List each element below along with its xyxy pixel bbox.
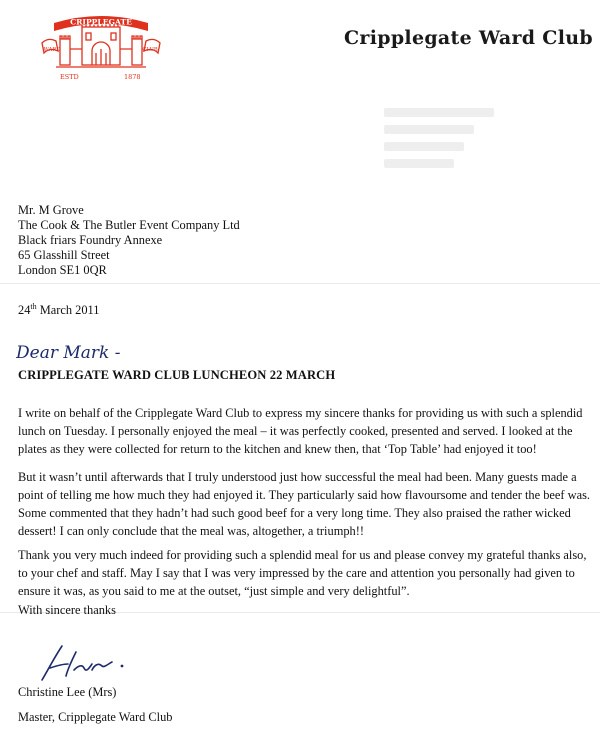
- crest-right-scroll: CLUB: [142, 47, 158, 53]
- signer-name: Christine Lee (Mrs): [18, 685, 117, 699]
- address-line: Mr. M Grove: [18, 203, 84, 217]
- address-line: The Cook & The Butler Event Company Ltd: [18, 218, 240, 232]
- faint-watermark-block: [384, 108, 504, 176]
- letter-date: [18, 302, 99, 318]
- crest-left-scroll: WARD: [43, 47, 61, 53]
- handwritten-salutation: [16, 338, 166, 368]
- closing-line: With sincere thanks: [18, 603, 116, 617]
- address-line: 65 Glasshill Street: [18, 248, 110, 262]
- body-paragraph: Thank you very much indeed for providing such a splendid meal for us and please convey my grateful thanks also, to your chef and staff. May I say that I was very impressed by the care and attention you personally had given to ensure it was, as you said to me at the outset, “just simple and very delightful”.: [18, 548, 587, 598]
- fold-line: [0, 283, 600, 284]
- body-paragraph: But it wasn’t until afterwards that I truly understood just how successful the meal had been. Many guests made a point of telling me how much they had enjoyed it. They particularly said how flavoursome and tender the beef was. Some commented that they hadn’t had such good beef for a very long time. They also praised the rather wicked dessert! I can only conclude that the meal was, altogether, a triumph!!: [18, 470, 590, 538]
- crest-year: 1878: [124, 73, 141, 81]
- date-suffix: th: [30, 302, 37, 311]
- address-line: Black friars Foundry Annexe: [18, 233, 163, 247]
- handwritten-signature: [36, 640, 146, 684]
- body-paragraph: I write on behalf of the Cripplegate Ward Club to express my sincere thanks for providing us with such a splendid lunch on Tuesday. I personally enjoyed the meal – it was perfectly cooked, presented and served. I looked at the plates as they were collected for return to the kitchen and knew then, that ‘Top Table’ had enjoyed it too!: [18, 406, 583, 456]
- letter-subject: CRIPPLEGATE WARD CLUB LUNCHEON 22 MARCH: [18, 368, 336, 382]
- salutation-text: Dear Mark -: [16, 343, 121, 363]
- date-day: 24: [18, 303, 31, 318]
- recipient-address: [18, 203, 240, 278]
- crest-banner-text: CRIPPLEGATE: [70, 17, 132, 27]
- signer-title: Master, Cripplegate Ward Club: [18, 710, 173, 724]
- address-line: London SE1 0QR: [18, 263, 107, 277]
- club-crest-logo: [38, 9, 164, 83]
- crest-est-label: ESTD: [60, 73, 79, 81]
- date-rest: March 2011: [36, 303, 100, 318]
- letterhead-title: Cripplegate Ward Club: [344, 27, 593, 49]
